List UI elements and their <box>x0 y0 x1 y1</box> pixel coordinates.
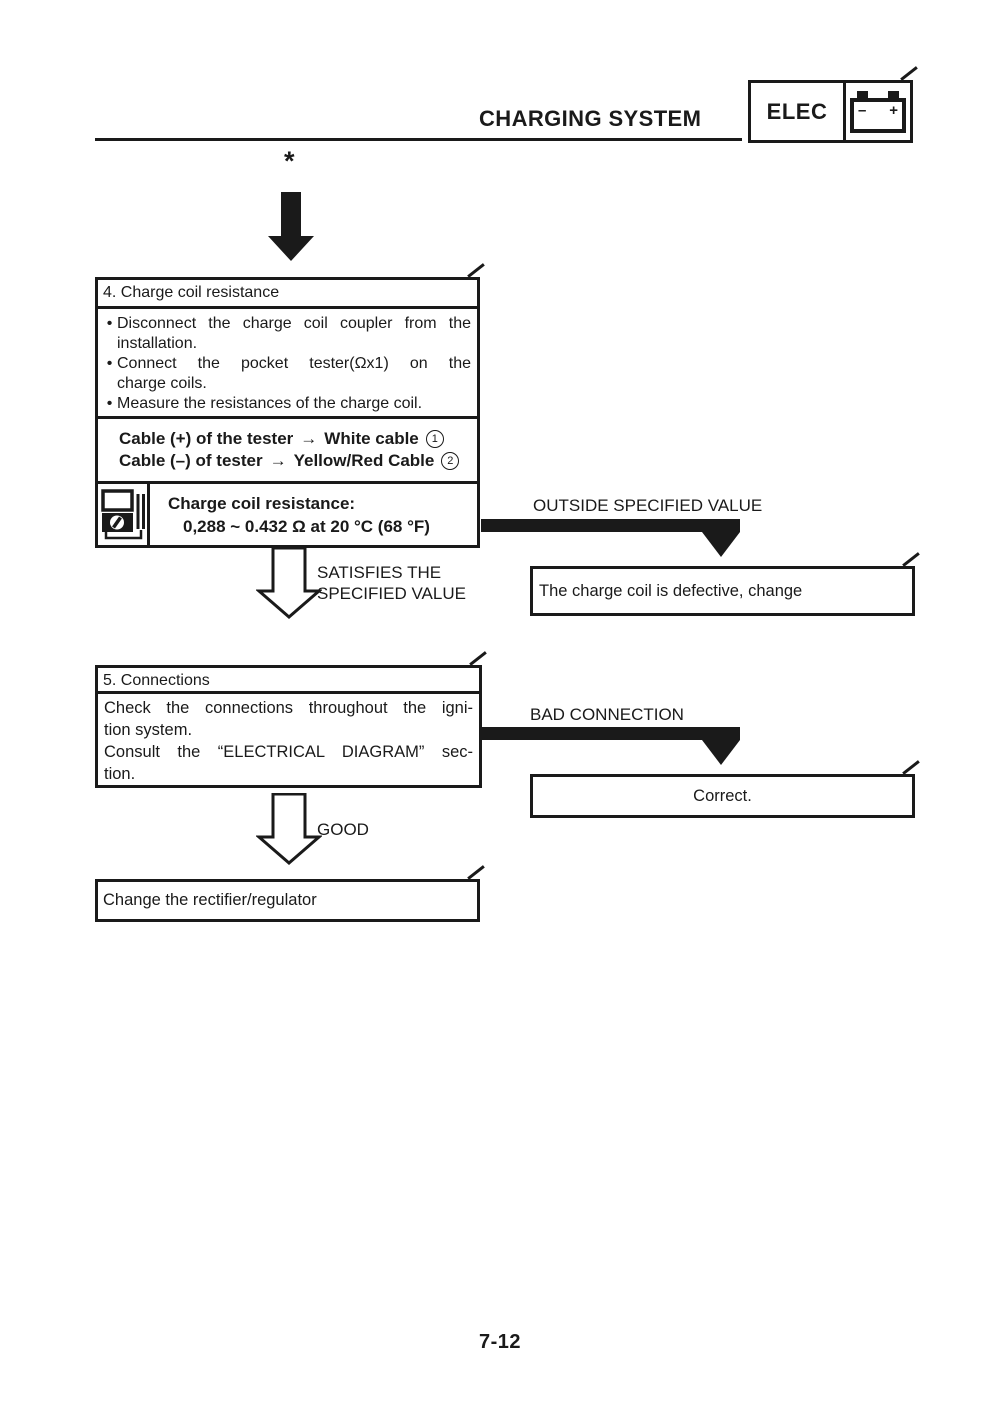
bullet-text: installation. <box>117 335 198 352</box>
body-line: tion system. <box>104 721 193 739</box>
step4-title: 4. Charge coil resistance <box>98 280 477 309</box>
bullet-text: charge coils. <box>117 375 207 392</box>
label-line: SPECIFIED VALUE <box>317 584 466 603</box>
bullet-marker: • <box>106 315 113 332</box>
list-item <box>102 314 471 354</box>
down-arrow-icon <box>268 192 314 262</box>
step5-box <box>95 665 482 788</box>
chapter-tab-label: ELEC <box>751 83 846 140</box>
cable-target: White cable <box>324 429 419 448</box>
result-box-defective <box>530 566 915 616</box>
flow-start-asterisk: * <box>284 146 295 176</box>
page-number: 7-12 <box>478 1331 522 1353</box>
battery-plus-sign: + <box>889 101 898 119</box>
spec-value: 0,288 ~ 0.432 Ω at 20 °C (68 °F) <box>183 516 430 536</box>
label-line: SATISFIES THE <box>317 563 442 582</box>
result-text: Change the rectifier/regulator <box>103 891 317 909</box>
body-line: Check the connections throughout the igni- <box>104 699 473 717</box>
bullet-text: Connect the pocket tester(Ωx1) on the <box>117 355 471 372</box>
header-rule <box>95 138 742 141</box>
spec-title: Charge coil resistance: <box>168 493 356 513</box>
multimeter-icon <box>101 489 145 541</box>
page-title: CHARGING SYSTEM <box>479 106 702 131</box>
right-arrow-glyph: → <box>269 451 287 470</box>
bullet-marker: • <box>106 395 113 412</box>
step4-instructions <box>98 309 477 419</box>
right-arrow-glyph: → <box>300 429 318 448</box>
step4-box <box>95 277 480 548</box>
result-box-correct <box>530 774 915 818</box>
step5-title: 5. Connections <box>98 668 479 694</box>
result-box-rectifier <box>95 879 480 922</box>
good-label: GOOD <box>317 820 369 839</box>
bullet-marker: • <box>106 355 113 372</box>
circled-ref-number: 1 <box>426 430 444 448</box>
cable-target: Yellow/Red Cable <box>293 451 435 470</box>
bullet-text: Measure the resistances of the charge coil. <box>117 395 423 412</box>
body-line: tion. <box>104 765 136 783</box>
battery-minus-sign: – <box>858 101 867 119</box>
bullet-text: Disconnect the charge coil coupler from the <box>117 315 471 332</box>
result-text: Correct. <box>693 786 752 805</box>
hollow-down-arrow-icon <box>256 547 322 619</box>
tester-cable-spec <box>98 419 477 484</box>
outside-specified-value-label: OUTSIDE SPECIFIED VALUE <box>533 496 763 515</box>
hollow-down-arrow-icon <box>256 793 322 865</box>
elbow-arrow-icon <box>481 727 740 767</box>
resistance-spec-row <box>98 484 477 545</box>
step5-instructions <box>98 694 479 785</box>
chapter-tab <box>748 80 913 143</box>
result-text: The charge coil is defective, change <box>539 581 803 600</box>
satisfies-specified-value-label <box>317 562 466 604</box>
circled-ref-number: 2 <box>441 452 459 470</box>
cable-label: Cable (+) of the tester <box>119 429 294 448</box>
body-line: Consult the “ELECTRICAL DIAGRAM” sec- <box>104 743 473 761</box>
cable-label: Cable (–) of tester <box>119 451 263 470</box>
battery-icon <box>846 83 910 140</box>
list-item <box>102 354 471 394</box>
bad-connection-label: BAD CONNECTION <box>530 705 684 724</box>
cable-line <box>119 450 477 472</box>
cable-line <box>119 428 477 450</box>
list-item <box>102 394 471 414</box>
elbow-arrow-icon <box>481 519 740 559</box>
